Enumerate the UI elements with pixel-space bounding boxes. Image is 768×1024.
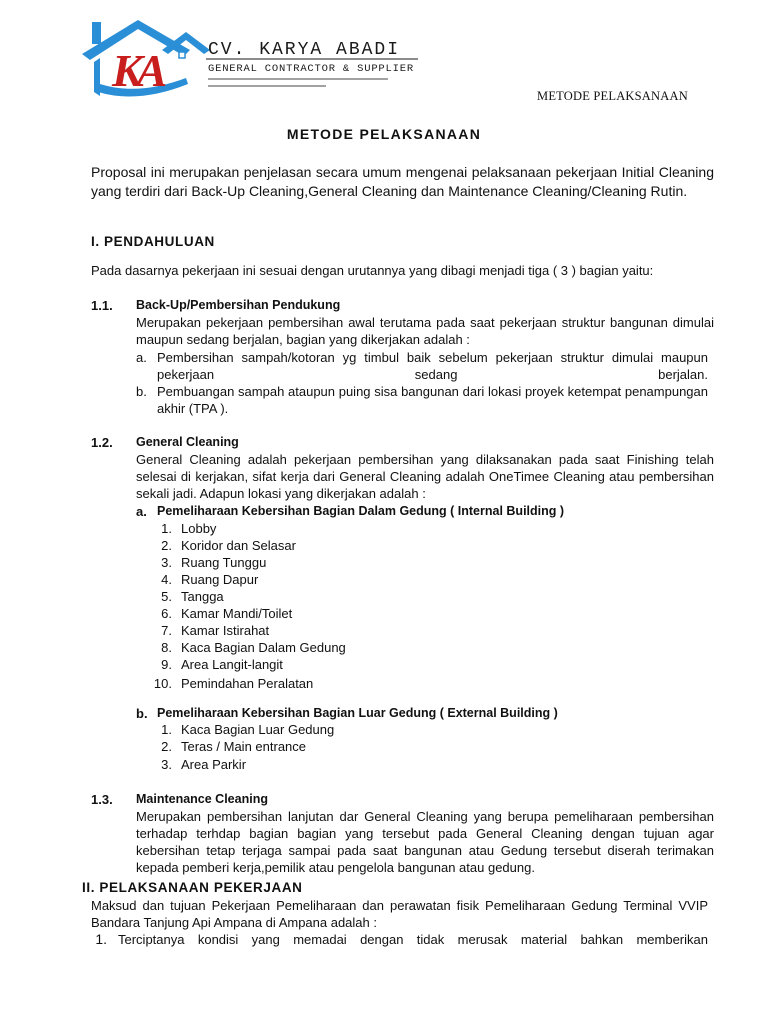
section-1-lead: Pada dasarnya pekerjaan ini sesuai dengan urutannya yang dibagi menjadi tiga ( 3 ) bagian yaitu:	[91, 263, 654, 278]
list-item: Kaca Bagian Dalam Gedung	[181, 640, 346, 655]
list-letter: b.	[136, 384, 147, 399]
subsection-1-1-number: 1.1.	[91, 298, 113, 313]
running-header: METODE PELAKSANAAN	[537, 89, 688, 103]
list-number: 8.	[161, 640, 172, 655]
list-item-text: Pembuangan sampah ataupun puing sisa bangunan dari lokasi proyek ketempat penampungan akhir (TPA ).	[157, 384, 708, 416]
list-item: Lobby	[181, 521, 217, 536]
list-item: Koridor dan Selasar	[181, 538, 296, 553]
subsection-1-2-number: 1.2.	[91, 435, 113, 450]
subsection-1-1-text: Merupakan pekerjaan pembersihan awal terutama pada saat pekerjaan struktur bangunan dimulai maupun sedang berjalan, bagian yang dikerjakan adalah :	[136, 315, 714, 347]
list-item: Ruang Tunggu	[181, 555, 267, 570]
list-item-text: Pembersihan sampah/kotoran yg timbul baik sebelum pekerjaan struktur dimulai maupun pekerjaan sedang berjalan.	[157, 350, 708, 382]
list-number: 7.	[161, 623, 172, 638]
company-logo	[78, 14, 424, 100]
list-item: Area Parkir	[181, 757, 247, 772]
subsection-1-2-text: General Cleaning adalah pekerjaan pembersihan yang dilaksanakan pada saat Finishing telah selesai di kerjakan, sifat kerja dari General Cleaning adalah OneTimee Cleaning atau pembersihan sekali jadi. Adapun lokasi yang dikerjakan adalah :	[136, 452, 714, 501]
subsection-1-1-title: Back-Up/Pembersihan Pendukung	[136, 298, 341, 312]
list-number: 1.	[161, 722, 172, 737]
subsection-1-2-title: General Cleaning	[136, 435, 239, 449]
company-name: CV. KARYA ABADI	[208, 40, 401, 60]
internal-building-heading: Pemeliharaan Kebersihan Bagian Dalam Gedung ( Internal Building )	[157, 504, 565, 518]
subsection-1-3-number: 1.3.	[91, 792, 113, 807]
section-2-text: Maksud dan tujuan Pekerjaan Pemeliharaan dan perawatan fisik Pemeliharaan Gedung Terminal VVIP Bandara Tanjung Api Ampana di Ampana adalah :	[91, 898, 708, 930]
address-microtext	[208, 78, 388, 87]
list-letter: a.	[136, 504, 147, 519]
list-item: Kaca Bagian Luar Gedung	[181, 722, 335, 737]
list-item: Tangga	[181, 589, 224, 604]
page-title: METODE PELAKSANAAN	[286, 126, 482, 142]
list-item: Kamar Mandi/Toilet	[181, 606, 293, 621]
list-number: 10.	[153, 676, 172, 691]
list-item: Pemindahan Peralatan	[181, 676, 314, 691]
list-item: Teras / Main entrance	[181, 739, 307, 754]
list-number: 3.	[161, 757, 172, 772]
logo-lettermark: KA	[112, 45, 162, 96]
list-letter: a.	[136, 350, 147, 365]
external-building-heading: Pemeliharaan Kebersihan Bagian Luar Gedung ( External Building )	[157, 706, 558, 720]
list-number: 2.	[161, 739, 172, 754]
list-item: Ruang Dapur	[181, 572, 259, 587]
section-2-heading: II. PELAKSANAAN PEKERJAAN	[82, 880, 303, 895]
list-number: 2.	[161, 538, 172, 553]
list-item: Kamar Istirahat	[181, 623, 270, 638]
list-number: 1.	[161, 521, 172, 536]
list-number: 5.	[161, 589, 172, 604]
company-tagline: GENERAL CONTRACTOR & SUPPLIER	[208, 63, 414, 75]
list-item: Area Langit-langit	[181, 657, 283, 672]
list-item: Terciptanya kondisi yang memadai dengan tidak merusak material bahkan memberikan	[118, 932, 708, 947]
subsection-1-3-title: Maintenance Cleaning	[136, 792, 268, 806]
list-number: 4.	[161, 572, 172, 587]
intro-paragraph: Proposal ini merupakan penjelasan secara umum mengenai pelaksanaan pekerjaan Initial Cleaning yang terdiri dari Back-Up Cleaning,General Cleaning dan Maintenance Cleaning/Cleaning Rutin.	[91, 164, 714, 199]
section-1-heading: I. PENDAHULUAN	[91, 234, 215, 249]
list-number: 6.	[161, 606, 172, 621]
list-number: 9.	[161, 657, 172, 672]
list-letter: b.	[136, 706, 148, 721]
subsection-1-3-text: Merupakan pembersihan lanjutan dar General Cleaning yang berupa pemeliharaan pembersihan terhadap terhdap bagian bagian yang tersebut pada General Cleaning dengan tujuan agar kebersihan tetap terjaga sampai pada saat bangunan atau Gedung tersebut diserah terimakan kepada pemberi kerja,pemilik atau pengelola bangunan atau gedung.	[136, 809, 714, 875]
list-number: 3.	[161, 555, 172, 570]
list-number: 1.	[95, 931, 107, 947]
